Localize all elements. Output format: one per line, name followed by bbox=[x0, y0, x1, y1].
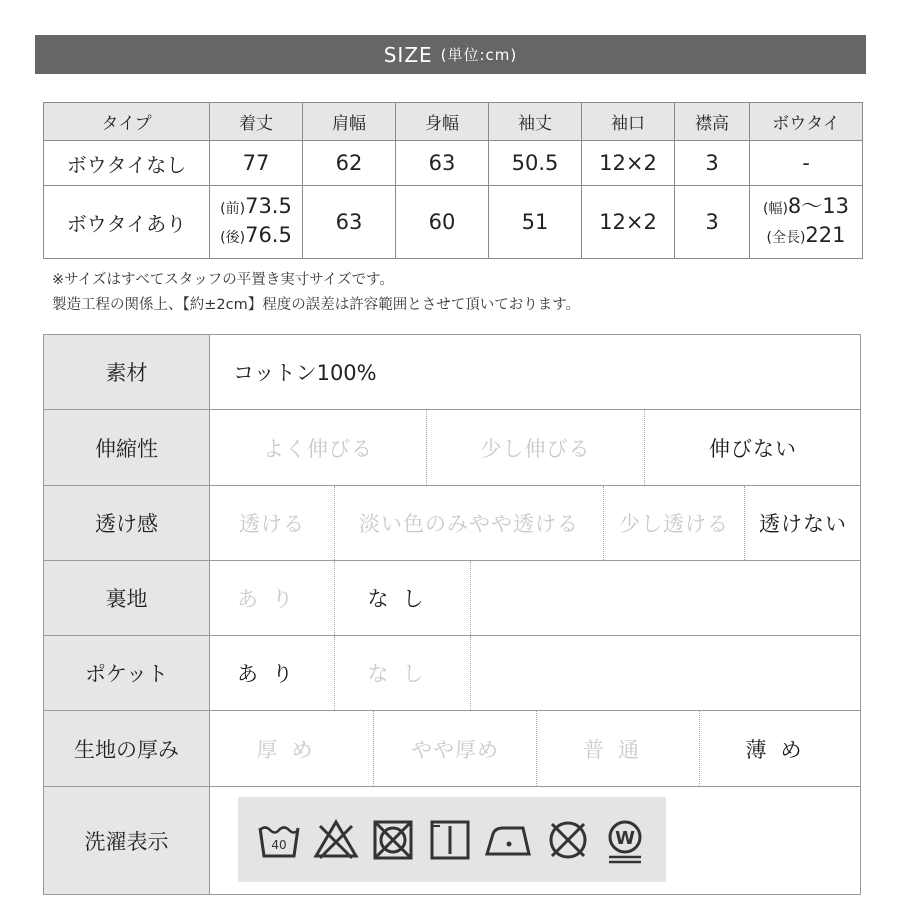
cell-collar: 3 bbox=[675, 141, 750, 186]
wet-clean-letter: W bbox=[615, 827, 635, 849]
total-prefix: (全長) bbox=[766, 230, 806, 246]
pocket-options bbox=[210, 636, 860, 710]
cell-chest: 60 bbox=[396, 186, 489, 259]
column-header: 袖丈 bbox=[489, 103, 582, 141]
option-thin: 薄め bbox=[745, 737, 816, 762]
cell-shoulder: 63 bbox=[303, 186, 396, 259]
iron-low-icon bbox=[483, 816, 535, 864]
cell-sleeve: 51 bbox=[489, 186, 582, 259]
cell-collar: 3 bbox=[675, 186, 750, 259]
column-header: 身幅 bbox=[396, 103, 489, 141]
no-bleach-icon bbox=[312, 816, 360, 864]
spec-row-stretch bbox=[44, 410, 860, 486]
line-dry-icon bbox=[426, 816, 474, 864]
option-pocket-no: なし bbox=[335, 636, 471, 710]
option-stretch-high: よく伸びる bbox=[210, 410, 427, 485]
care-body bbox=[210, 787, 860, 894]
column-header: 着丈 bbox=[210, 103, 303, 141]
note-line: 製造工程の関係上、【約±2cm】程度の誤差は許容範囲とさせて頂いております。 bbox=[52, 297, 581, 313]
row-type: ボウタイなし bbox=[44, 141, 210, 186]
option-stretch-none: 伸びない bbox=[709, 436, 797, 461]
spec-label: ポケット bbox=[44, 636, 210, 710]
no-dry-clean-icon bbox=[544, 816, 592, 864]
column-header: 肩幅 bbox=[303, 103, 396, 141]
cell-bowtie bbox=[750, 186, 863, 259]
spec-row-material bbox=[44, 335, 860, 410]
care-labels bbox=[238, 797, 666, 882]
cell-chest: 63 bbox=[396, 141, 489, 186]
thickness-options bbox=[210, 711, 861, 786]
spec-label: 生地の厚み bbox=[44, 711, 210, 786]
width-prefix: (幅) bbox=[762, 201, 788, 217]
stretch-options bbox=[210, 410, 861, 485]
cell-sleeve: 50.5 bbox=[489, 141, 582, 186]
spec-row-lining bbox=[44, 561, 860, 636]
column-header: タイプ bbox=[44, 103, 210, 141]
option-lining-no: なし bbox=[335, 561, 471, 635]
row-type: ボウタイあり bbox=[44, 186, 210, 259]
sheerness-options bbox=[210, 486, 861, 560]
wet-clean-icon bbox=[601, 816, 649, 864]
back-prefix: (後) bbox=[220, 230, 246, 246]
option-sheer-light-colors: 淡い色のみやや透ける bbox=[335, 486, 604, 560]
bowtie-total: 221 bbox=[805, 223, 846, 247]
spec-row-sheerness bbox=[44, 486, 860, 561]
option-thick: 厚め bbox=[210, 711, 374, 786]
length-back: 76.5 bbox=[245, 223, 292, 247]
column-header: 袖口 bbox=[582, 103, 675, 141]
length-front: 73.5 bbox=[245, 194, 292, 218]
column-header: 襟高 bbox=[675, 103, 750, 141]
spec-table bbox=[43, 334, 861, 895]
spec-label: 素材 bbox=[44, 335, 210, 409]
size-header-bar bbox=[35, 35, 866, 74]
cell-bowtie: - bbox=[750, 141, 863, 186]
cell-shoulder: 62 bbox=[303, 141, 396, 186]
option-slightly-thick: やや厚め bbox=[374, 711, 537, 786]
spec-row-thickness bbox=[44, 711, 860, 787]
bowtie-width: 8〜13 bbox=[787, 194, 850, 218]
table-row bbox=[44, 186, 863, 259]
spec-label: 透け感 bbox=[44, 486, 210, 560]
wash-temp: 40 bbox=[271, 837, 287, 852]
front-prefix: (前) bbox=[220, 201, 246, 217]
wash-40-icon bbox=[255, 816, 303, 864]
material-value: コットン100% bbox=[233, 361, 377, 385]
no-tumble-dry-icon bbox=[369, 816, 417, 864]
spec-row-pocket bbox=[44, 636, 860, 711]
size-title: SIZE bbox=[383, 42, 433, 67]
size-table-header-row bbox=[44, 103, 863, 141]
spec-label: 伸縮性 bbox=[44, 410, 210, 485]
option-sheer: 透ける bbox=[210, 486, 335, 560]
lining-options bbox=[210, 561, 860, 635]
table-row bbox=[44, 141, 863, 186]
option-sheer-slight: 少し透ける bbox=[604, 486, 745, 560]
spec-label: 洗濯表示 bbox=[44, 787, 210, 894]
cell-length bbox=[210, 186, 303, 259]
cell-length: 77 bbox=[210, 141, 303, 186]
option-pocket-yes: あり bbox=[210, 636, 335, 710]
note-line: ※サイズはすべてスタッフの平置き実寸サイズです。 bbox=[52, 272, 394, 288]
spec-row-care bbox=[44, 787, 860, 894]
column-header: ボウタイ bbox=[750, 103, 863, 141]
cell-cuff: 12×2 bbox=[582, 186, 675, 259]
option-not-sheer: 透けない bbox=[759, 512, 847, 536]
size-table bbox=[43, 102, 863, 259]
spec-label: 裏地 bbox=[44, 561, 210, 635]
cell-cuff: 12×2 bbox=[582, 141, 675, 186]
option-normal: 普通 bbox=[537, 711, 700, 786]
option-lining-yes: あり bbox=[210, 561, 335, 635]
option-stretch-some: 少し伸びる bbox=[427, 410, 645, 485]
size-unit: (単位:cm) bbox=[440, 46, 518, 64]
